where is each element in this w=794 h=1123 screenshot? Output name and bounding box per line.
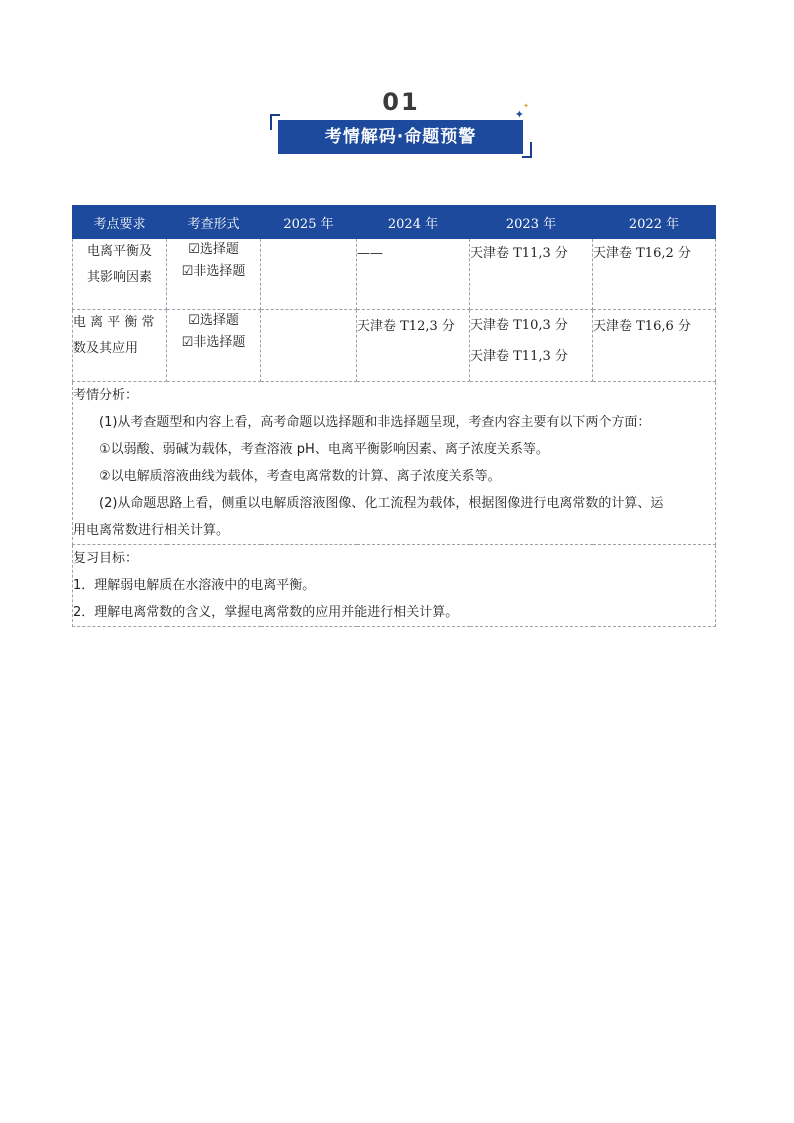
year-2022-cell: 天津卷 T16,2 分 (593, 239, 716, 310)
year-2023-cell: 天津卷 T11,3 分 (470, 239, 593, 310)
col-header-topic: 考点要求 (73, 206, 167, 239)
table-header-row (73, 206, 716, 239)
section-title-banner: 考情解码·命题预警 (278, 120, 523, 154)
section-header (270, 88, 532, 160)
analysis-paragraph: ②以电解质溶液曲线为载体，考查电离常数的计算、离子浓度关系等。 (99, 469, 501, 484)
goal-item: 2．理解电离常数的含义，掌握电离常数的应用并能进行相关计算。 (73, 605, 459, 620)
year-2024-cell: 天津卷 T12,3 分 (357, 310, 470, 382)
goals-cell (73, 545, 716, 627)
sparkle-icon: ✦ (514, 108, 524, 121)
form-cell: ☑选择题 ☑非选择题 (167, 239, 261, 310)
table-row (73, 239, 716, 310)
section-number: 01 (382, 88, 420, 116)
col-header-2025: 2025 年 (261, 206, 357, 239)
analysis-heading: 考情分析： (73, 388, 139, 403)
goals-heading: 复习目标： (73, 551, 139, 566)
topic-cell: 电离平衡及 其影响因素 (73, 239, 167, 310)
analysis-paragraph: (1)从考查题型和内容上看，高考命题以选择题和非选择题呈现，考查内容主要有以下两个方面： (99, 415, 651, 430)
form-cell: ☑选择题 ☑非选择题 (167, 310, 261, 382)
col-header-2024: 2024 年 (357, 206, 470, 239)
col-header-form: 考查形式 (167, 206, 261, 239)
year-2023-cell: 天津卷 T10,3 分 天津卷 T11,3 分 (470, 310, 593, 382)
analysis-row (73, 382, 716, 545)
table-row (73, 310, 716, 382)
year-2022-cell: 天津卷 T16,6 分 (593, 310, 716, 382)
col-header-2023: 2023 年 (470, 206, 593, 239)
analysis-paragraph: (2)从命题思路上看，侧重以电解质溶液图像、化工流程为载体，根据图像进行电离常数的计算、运 (99, 496, 664, 511)
analysis-paragraph: ①以弱酸、弱碱为载体，考查溶液 pH、电离平衡影响因素、离子浓度关系等。 (99, 442, 549, 457)
topic-cell: 电 离 平 衡 常 数及其应用 (73, 310, 167, 382)
year-2025-cell (261, 310, 357, 382)
goal-item: 1．理解弱电解质在水溶液中的电离平衡。 (73, 578, 316, 593)
analysis-paragraph: 用电离常数进行相关计算。 (73, 523, 230, 538)
col-header-2022: 2022 年 (593, 206, 716, 239)
sparkle-small-icon: ✦ (523, 102, 529, 110)
year-2025-cell (261, 239, 357, 310)
exam-analysis-table (72, 205, 716, 627)
year-2024-cell: —— (357, 239, 470, 310)
goals-row (73, 545, 716, 627)
analysis-cell (73, 382, 716, 545)
bracket-bottom-right (522, 142, 532, 158)
